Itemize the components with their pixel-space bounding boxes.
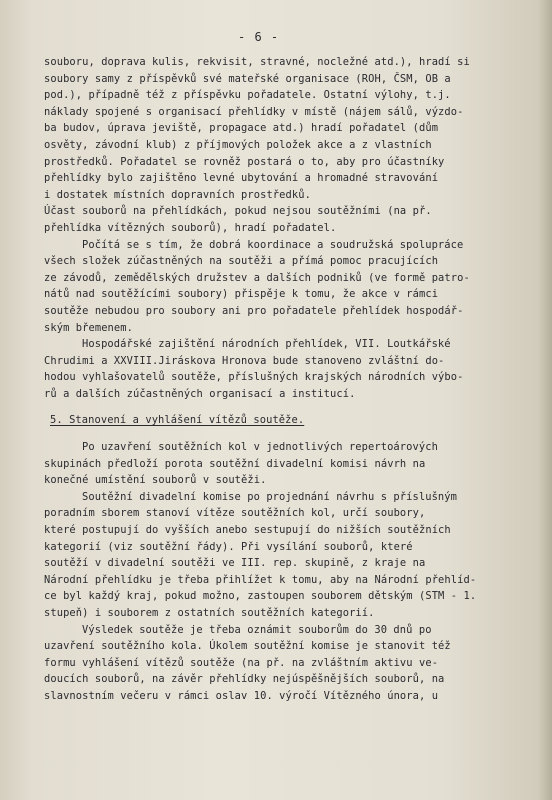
text-line: náklady spojené s organisací přehlídky v místě (nájem sálů, výzdo- bbox=[44, 105, 464, 118]
text-line: Národní přehlídku je třeba přihlížet k tomu, aby na Národní přehlíd- bbox=[44, 573, 477, 586]
page-number: - 6 - bbox=[238, 30, 280, 44]
text-line: prostředků. Pořadatel se rovněž postará o to, aby pro účastníky bbox=[44, 155, 445, 168]
text-line: stupeň) i souborem z ostatních soutěžních kategorií. bbox=[44, 607, 375, 619]
text-line: rů a dalších zúčastněných organisací a institucí. bbox=[44, 387, 356, 400]
text-line: Soutěžní divadelní komise po projednání návrhu s příslušným bbox=[82, 490, 457, 503]
text-line: souboru, doprava kulis, rekvisit, stravné, nocležné atd.), hradí si bbox=[44, 56, 470, 68]
text-line: Počítá se s tím, že dobrá koordinace a soudružská spolupráce bbox=[82, 238, 464, 251]
text-line: doucích souborů, na závěr přehlídky nejúspěšnějších souborů, na bbox=[44, 673, 445, 686]
text-line: přehlídka vítězných souborů), hradí pořadatel. bbox=[44, 221, 337, 234]
text-line: všech složek zúčastněných na soutěži a přímá pomoc pracujících bbox=[44, 255, 439, 268]
text-line: Hospodářské zajištění národních přehlídek, VII. Loutkářské bbox=[82, 338, 451, 351]
text-line: které postupují do vyšších anebo sestupují do nižších soutěžních bbox=[44, 524, 451, 537]
text-line: Výsledek soutěže je třeba oznámit souborům do 30 dnů po bbox=[82, 623, 432, 636]
text-line: slavnostním večeru v rámci oslav 10. výročí Vítězného února, u bbox=[44, 689, 439, 702]
text-line: soutěže nebudou pro soubory ani pro pořadatele přehlídek hospodář- bbox=[44, 304, 464, 317]
text-line: kategorií (viz soutěžní řády). Při vysílání souborů, které bbox=[44, 540, 413, 553]
paragraph bbox=[44, 439, 512, 489]
text-line: ským břemenem. bbox=[44, 321, 133, 334]
text-line: osvěty, závodní klub) z příjmových položek akce a z vlastních bbox=[44, 138, 432, 151]
paragraph bbox=[44, 622, 512, 705]
text-line: poradním sborem stanoví vítěze soutěžních kol, určí soubory, bbox=[44, 507, 426, 520]
text-line: ce byl každý kraj, pokud možno, zastoupen souborem dětským (STM - 1. bbox=[44, 590, 477, 603]
text-line: hodou vyhlašovatelů soutěže, příslušných krajských národních výbo- bbox=[44, 371, 464, 384]
section-heading: 5. Stanovení a vyhlášení vítězů soutěže. bbox=[50, 414, 305, 427]
text-line: ze závodů, zemědělských družstev a dalších podniků (ve formě patro- bbox=[44, 271, 470, 284]
text-line: Chrudimi a XXVIII.Jiráskova Hronova bude stanoveno zvláštní do- bbox=[44, 354, 445, 367]
text-line: soutěží v divadelní soutěži ve III. rep. skupině, z kraje na bbox=[44, 557, 426, 570]
text-line: uzavření soutěžního kola. Úkolem soutěžní komise je stanovit též bbox=[44, 640, 451, 653]
paragraph bbox=[44, 203, 512, 236]
text-line: Účast souborů na přehlídkách, pokud nejsou soutěžními (na př. bbox=[44, 205, 432, 218]
text-line: přehlídky bylo zajištěno levné ubytování a hromadné stravování bbox=[44, 172, 439, 185]
text-line: pod.), případně též z příspěvku pořadatele. Ostatní výlohy, t.j. bbox=[44, 89, 451, 102]
text-line: soubory samy z příspěvků své mateřské organisace (ROH, ČSM, OB a bbox=[44, 72, 451, 85]
text-line: ba budov, úprava jeviště, propagace atd.) hradí pořadatel (dům bbox=[44, 122, 439, 135]
text-line: Po uzavření soutěžních kol v jednotlivých repertoárových bbox=[82, 441, 438, 454]
paragraph bbox=[44, 489, 512, 622]
document-body bbox=[44, 54, 512, 705]
paragraph bbox=[44, 237, 512, 337]
text-line: skupinách předloží porota soutěžní divadelní komisi návrh na bbox=[44, 457, 426, 470]
page-edge-shadow bbox=[538, 0, 552, 800]
paragraph bbox=[44, 54, 512, 203]
text-line: formu vyhlášení vítězů soutěže (na př. na zvláštním aktivu ve- bbox=[44, 656, 439, 669]
text-line: konečné umístění souborů v soutěži. bbox=[44, 474, 267, 487]
text-line: nátů nad soutěžícími soubory) přispěje k tomu, že akce v rámci bbox=[44, 288, 439, 301]
text-line: i dostatek místních dopravních prostředků. bbox=[44, 188, 311, 201]
paragraph bbox=[44, 336, 512, 402]
